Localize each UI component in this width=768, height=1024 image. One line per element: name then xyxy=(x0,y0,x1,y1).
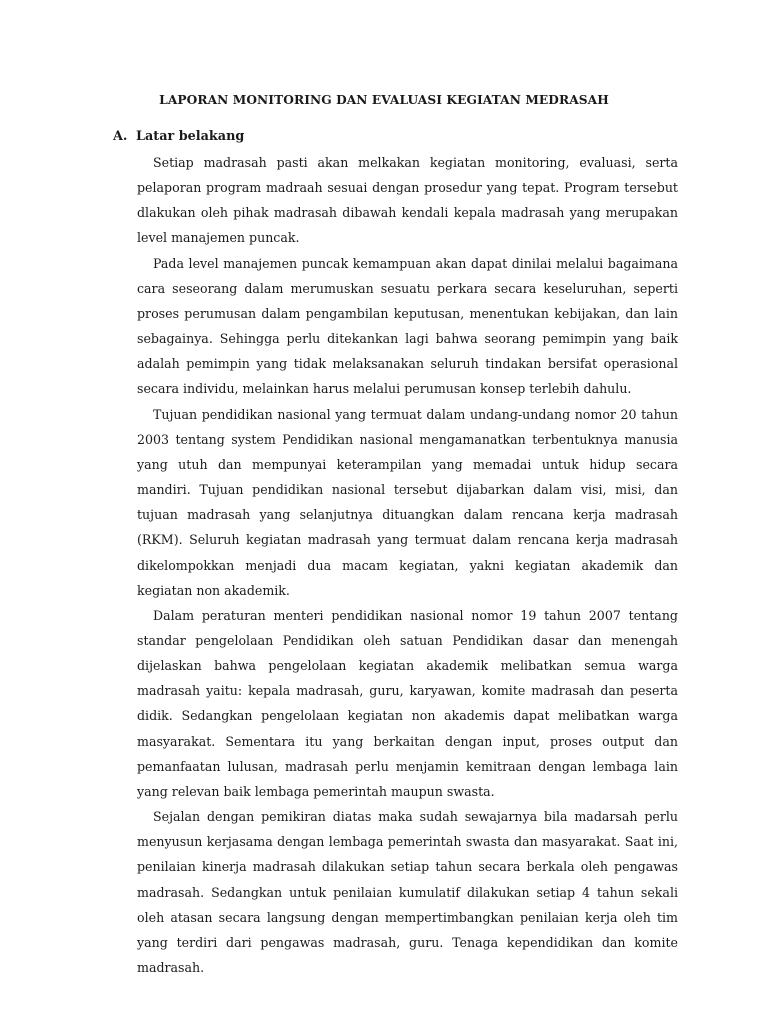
paragraph: Pada level manajemen puncak kemampuan akan dapat dinilai melalui bagaimana cara seseorang dalam merumuskan sesuatu perkara secara keseluruhan, seperti proses perumusan dalam pengambilan keputusan, menentukan kebijakan, dan lain sebagainya. Sehingga perlu ditekankan lagi bahwa seorang pemimpin yang baik adalah pemimpin yang tidak melaksanakan seluruh tindakan bersifat operasional secara individu, melainkan harus melalui perumusan konsep terlebih dahulu. xyxy=(137,255,678,397)
section-number: A. xyxy=(113,129,128,144)
paragraph: Tujuan pendidikan nasional yang termuat dalam undang-undang nomor 20 tahun 2003 tentang system Pendidikan nasional mengamanatkan terbentuknya manusia yang utuh dan mempunyai keterampilan yang memadai untuk hidup secara mandiri. Tujuan pendidikan nasional tersebut dijabarkan dalam visi, misi, dan tujuan madrasah yang selanjutnya dituangkan dalam rencana kerja madrasah (RKM). Seluruh kegiatan madrasah yang termuat dalam rencana kerja madrasah dikelompokkan menjadi dua macam kegiatan, yakni kegiatan akademik dan kegiatan non akademik. xyxy=(137,406,678,598)
section-heading xyxy=(113,129,244,144)
document-title: LAPORAN MONITORING DAN EVALUASI KEGIATAN MEDRASAH xyxy=(159,93,609,107)
paragraph: Sejalan dengan pemikiran diatas maka sudah sewajarnya bila madarsah perlu menyusun kerjasama dengan lembaga pemerintah swasta dan masyarakat. Saat ini, penilaian kinerja madrasah dilakukan setiap tahun secara berkala oleh pengawas madrasah. Sedangkan untuk penilaian kumulatif dilakukan setiap 4 tahun sekali oleh atasan secara langsung dengan mempertimbangkan penilaian kerja oleh tim yang terdiri dari pengawas madrasah, guru. Tenaga kependidikan dan komite madrasah. xyxy=(137,809,678,975)
body-text xyxy=(137,150,678,980)
paragraph: Dalam peraturan menteri pendidikan nasional nomor 19 tahun 2007 tentang standar pengelolaan Pendidikan oleh satuan Pendidikan dasar dan menengah dijelaskan bahwa pengelolaan kegiatan akademik melibatkan semua warga madrasah yaitu: kepala madrasah, guru, karyawan, komite madrasah dan peserta didik. Sedangkan pengelolaan kegiatan non akademis dapat melibatkan warga masyarakat. Sementara itu yang berkaitan dengan input, proses output dan pemanfaatan lulusan, madrasah perlu menjamin kemitraan dengan lembaga lain yang relevan baik lembaga pemerintah maupun swasta. xyxy=(137,607,678,799)
paragraph: Setiap madrasah pasti akan melkakan kegiatan monitoring, evaluasi, serta pelaporan program madraah sesuai dengan prosedur yang tepat. Program tersebut dlakukan oleh pihak madrasah dibawah kendali kepala madrasah yang merupakan level manajemen puncak. xyxy=(137,155,678,246)
section-heading-text: Latar belakang xyxy=(136,129,245,144)
